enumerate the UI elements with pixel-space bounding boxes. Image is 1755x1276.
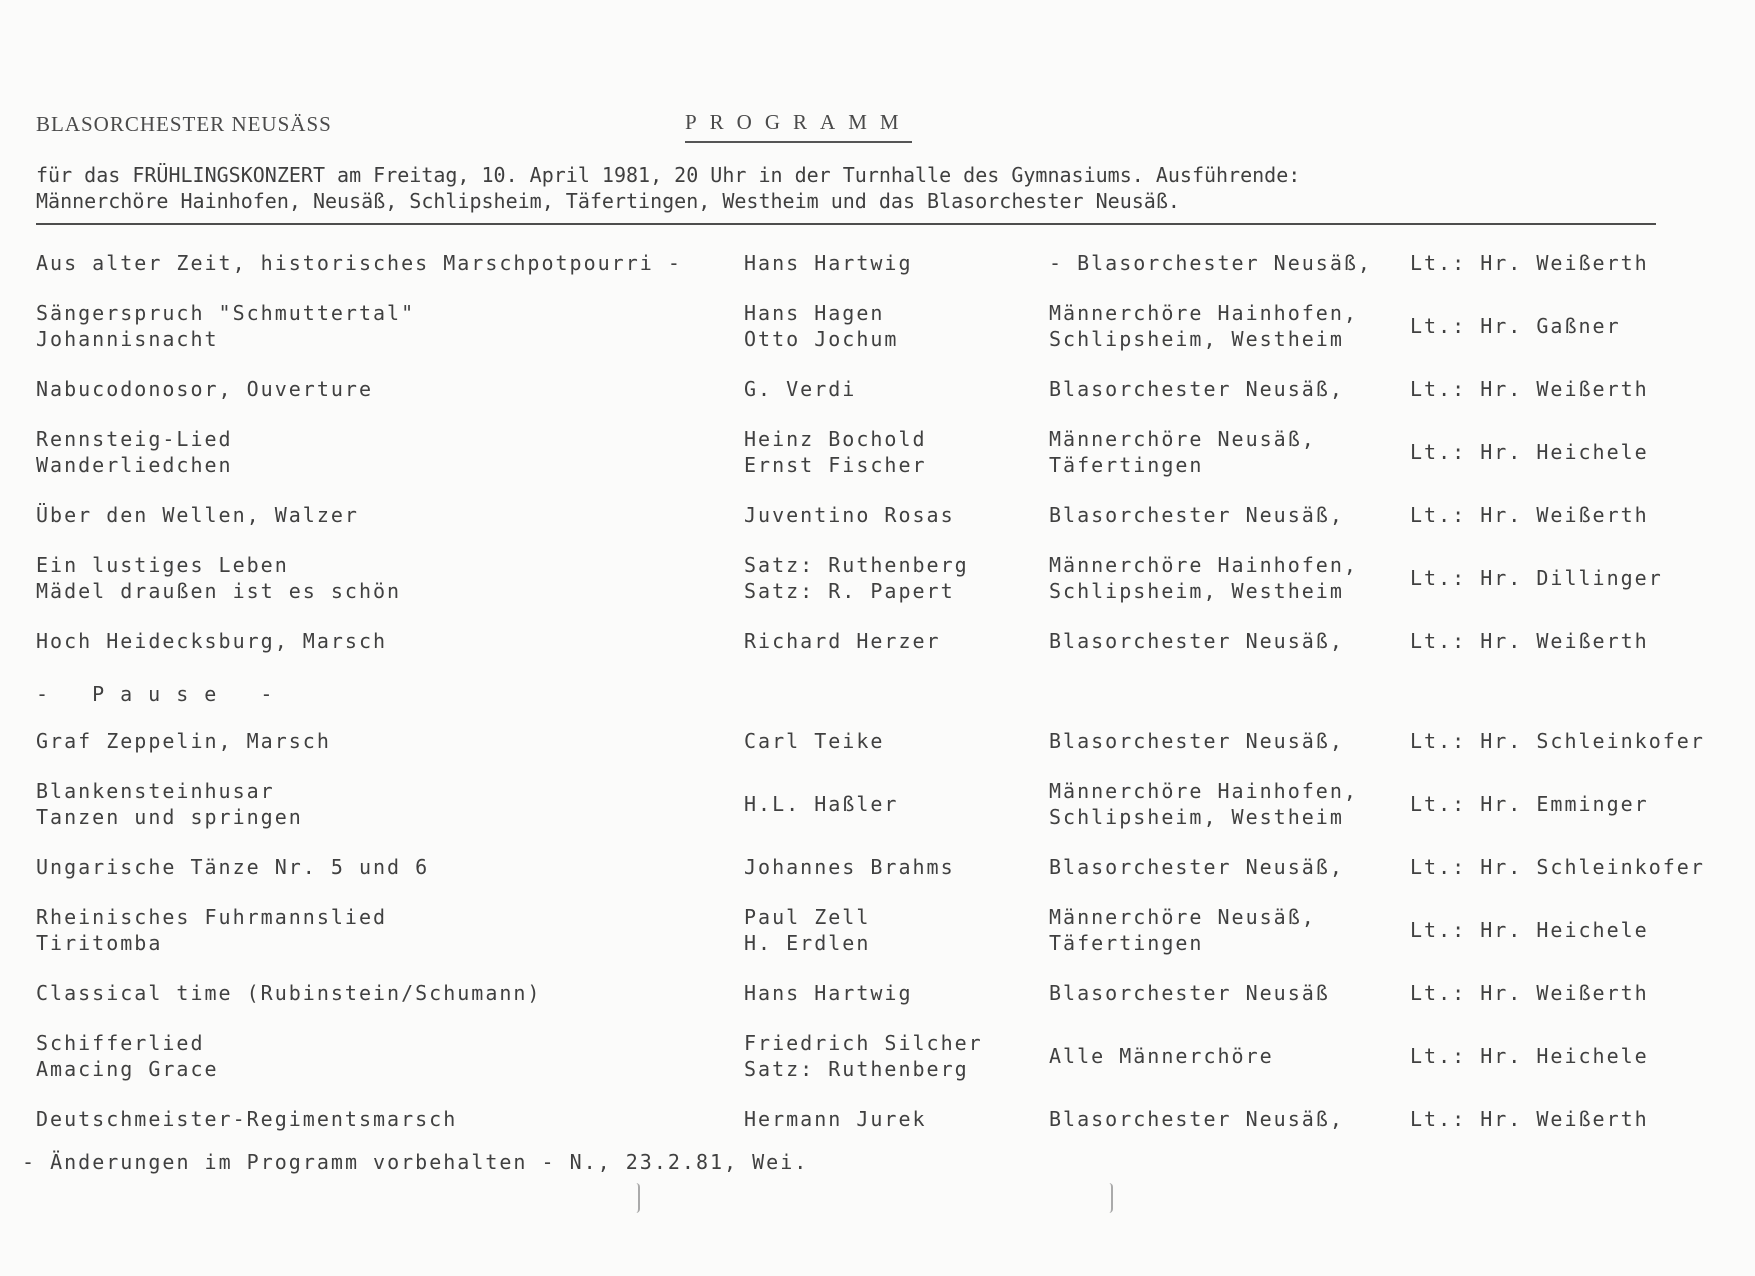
program-leader: Lt.: Hr. Schleinkofer: [1410, 729, 1705, 753]
program-title: Rheinisches Fuhrmannslied Tiritomba: [36, 905, 388, 955]
program-performer: - Blasorchester Neusäß,: [1049, 251, 1372, 275]
program-composer: Heinz Bochold Ernst Fischer: [744, 427, 927, 477]
program-title: Über den Wellen, Walzer: [36, 503, 359, 527]
program-title: Deutschmeister-Regimentsmarsch: [36, 1107, 458, 1131]
program-leader: Lt.: Hr. Emminger: [1410, 792, 1649, 816]
program-performer: Blasorchester Neusäß,: [1049, 629, 1344, 653]
program-performer: Blasorchester Neusäß,: [1049, 1107, 1344, 1131]
program-title: Rennsteig-Lied Wanderliedchen: [36, 427, 233, 477]
program-composer: Hans Hartwig: [744, 981, 913, 1005]
program-composer: Juventino Rosas: [744, 503, 955, 527]
intro-text: [36, 162, 1300, 214]
organization-name: BLASORCHESTER NEUSÄSS: [36, 112, 332, 136]
program-performer: Männerchöre Hainhofen, Schlipsheim, Westheim: [1049, 301, 1358, 351]
program-title: Classical time (Rubinstein/Schumann): [36, 981, 542, 1005]
program-performer: Männerchöre Hainhofen, Schlipsheim, Westheim: [1049, 779, 1358, 829]
program-title: Nabucodonosor, Ouverture: [36, 377, 373, 401]
intro-line-2: Männerchöre Hainhofen, Neusäß, Schlipsheim, Täfertingen, Westheim und das Blasorchester Neusäß.: [36, 189, 1180, 213]
program-title: Aus alter Zeit, historisches Marschpotpourri -: [36, 251, 682, 275]
program-composer: H.L. Haßler: [744, 792, 899, 816]
program-performer: Blasorchester Neusäß,: [1049, 503, 1344, 527]
program-title: Hoch Heidecksburg, Marsch: [36, 629, 388, 653]
intro-line-1: für das FRÜHLINGSKONZERT am Freitag, 10. April 1981, 20 Uhr in der Turnhalle des Gymnasiums. Ausführende:: [36, 163, 1301, 187]
punch-mark-left: [636, 1183, 640, 1213]
punch-mark-right: [1109, 1183, 1113, 1213]
program-performer: Blasorchester Neusäß: [1049, 981, 1330, 1005]
program-title: Graf Zeppelin, Marsch: [36, 729, 331, 753]
program-leader: Lt.: Hr. Weißerth: [1410, 503, 1649, 527]
program-composer: Johannes Brahms: [744, 855, 955, 879]
program-leader: Lt.: Hr. Weißerth: [1410, 1107, 1649, 1131]
program-composer: G. Verdi: [744, 377, 857, 401]
program-leader: Lt.: Hr. Weißerth: [1410, 377, 1649, 401]
program-title: Schifferlied Amacing Grace: [36, 1031, 219, 1081]
program-performer: Blasorchester Neusäß,: [1049, 729, 1344, 753]
program-composer: Carl Teike: [744, 729, 885, 753]
program-leader: Lt.: Hr. Heichele: [1410, 1044, 1649, 1068]
program-leader: Lt.: Hr. Weißerth: [1410, 629, 1649, 653]
program-composer: Hans Hagen Otto Jochum: [744, 301, 899, 351]
program-composer: Hermann Jurek: [744, 1107, 927, 1131]
program-title: Sängerspruch "Schmuttertal" Johannisnacht: [36, 301, 416, 351]
program-performer: Männerchöre Neusäß, Täfertingen: [1049, 427, 1316, 477]
program-performer: Männerchöre Hainhofen, Schlipsheim, Westheim: [1049, 553, 1358, 603]
program-title: Ungarische Tänze Nr. 5 und 6: [36, 855, 430, 879]
program-leader: Lt.: Hr. Dillinger: [1410, 566, 1663, 590]
program-leader: Lt.: Hr. Heichele: [1410, 440, 1649, 464]
program-heading: PROGRAMM: [685, 110, 912, 143]
program-leader: Lt.: Hr. Weißerth: [1410, 981, 1649, 1005]
program-performer: Männerchöre Neusäß, Täfertingen: [1049, 905, 1316, 955]
program-leader: Lt.: Hr. Weißerth: [1410, 251, 1649, 275]
program-composer: Paul Zell H. Erdlen: [744, 905, 871, 955]
pause-marker: - Pause -: [36, 682, 289, 706]
program-title: Blankensteinhusar Tanzen und springen: [36, 779, 303, 829]
program-composer: Friedrich Silcher Satz: Ruthenberg: [744, 1031, 983, 1081]
program-composer: Satz: Ruthenberg Satz: R. Papert: [744, 553, 969, 603]
program-performer: Blasorchester Neusäß,: [1049, 855, 1344, 879]
footer-note: - Änderungen im Programm vorbehalten - N., 23.2.81, Wei.: [22, 1150, 809, 1174]
program-performer: Alle Männerchöre: [1049, 1044, 1274, 1068]
program-performer: Blasorchester Neusäß,: [1049, 377, 1344, 401]
program-leader: Lt.: Hr. Schleinkofer: [1410, 855, 1705, 879]
header-divider: [36, 223, 1656, 225]
program-leader: Lt.: Hr. Gaßner: [1410, 314, 1621, 338]
program-composer: Richard Herzer: [744, 629, 941, 653]
program-title: Ein lustiges Leben Mädel draußen ist es schön: [36, 553, 402, 603]
program-composer: Hans Hartwig: [744, 251, 913, 275]
program-leader: Lt.: Hr. Heichele: [1410, 918, 1649, 942]
